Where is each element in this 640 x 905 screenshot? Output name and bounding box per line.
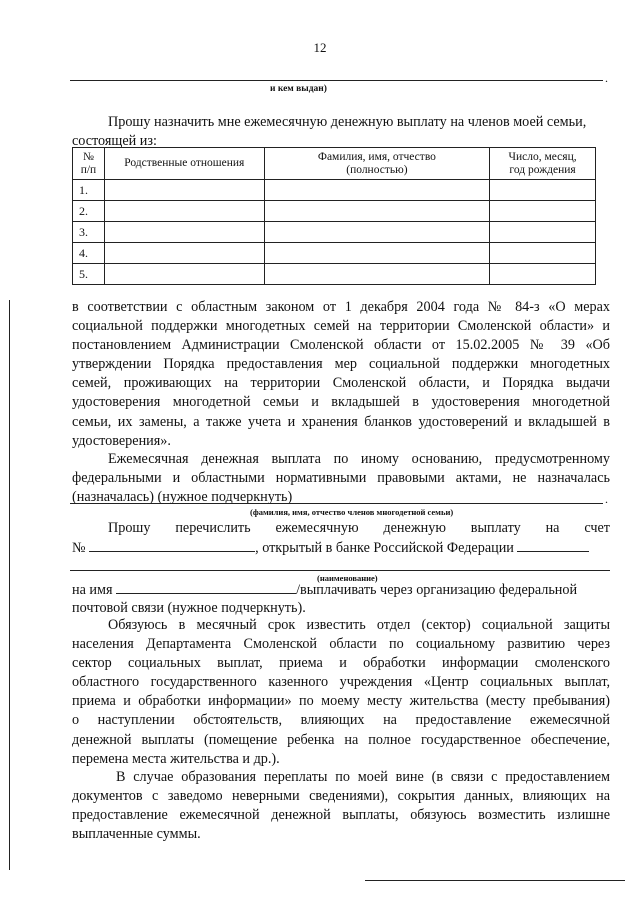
law-line: семей, проживающих на территории Смоленской области, и Порядка выдачи bbox=[72, 375, 610, 392]
table-row bbox=[73, 264, 596, 285]
bank-text: , открытый в банке Российской Федерации bbox=[255, 540, 514, 556]
birth-date-cell[interactable] bbox=[490, 201, 596, 222]
family-names-caption: (фамилия, имя, отчество членов многодетной семьи) bbox=[250, 507, 454, 517]
recipient-line bbox=[72, 580, 610, 600]
recipient-name-field[interactable] bbox=[116, 580, 296, 594]
account-line bbox=[72, 538, 610, 558]
law-line: утверждении Порядка предоставления мер социальной поддержки многодетных bbox=[72, 356, 610, 373]
line-end-dot: . bbox=[605, 492, 608, 506]
full-name-cell[interactable] bbox=[264, 180, 490, 201]
header-text: Фамилия, имя, отчество bbox=[317, 150, 436, 163]
table-row bbox=[73, 180, 596, 201]
relation-cell[interactable] bbox=[104, 243, 264, 264]
col-header-number bbox=[73, 148, 105, 180]
header-text: год рождения bbox=[509, 163, 576, 176]
full-name-cell[interactable] bbox=[264, 264, 490, 285]
obligation-line: перемена места жительства и др.). bbox=[72, 750, 280, 767]
issued-by-caption: и кем выдан) bbox=[270, 84, 327, 94]
other-basis-paragraph bbox=[72, 450, 610, 507]
table-row bbox=[73, 243, 596, 264]
relation-cell[interactable] bbox=[104, 180, 264, 201]
overpayment-line: документов с заведомо неверными сведениями), сокрытия данных, влияющих на bbox=[72, 788, 610, 805]
post-text: /выплачивать через организацию федеральной bbox=[296, 582, 578, 598]
law-line: удостоверения многодетной семьи и вкладышей в удостоверения многодетной bbox=[72, 394, 610, 411]
header-text: п/п bbox=[80, 163, 97, 176]
header-text: № bbox=[82, 150, 94, 163]
row-number: 5. bbox=[73, 264, 105, 285]
obligation-line: сектор социальных выплат, приема и обработки информации смоленского bbox=[72, 655, 610, 672]
row-number: 3. bbox=[73, 222, 105, 243]
obligation-line: о наступлении обстоятельств, влияющих на предоставление ежемесячной bbox=[72, 712, 610, 729]
family-members-table bbox=[72, 147, 596, 285]
col-header-birth-date bbox=[490, 148, 596, 180]
overpayment-line: выплаченные суммы. bbox=[72, 826, 201, 843]
law-reference-paragraph bbox=[72, 298, 610, 451]
birth-date-cell[interactable] bbox=[490, 222, 596, 243]
transfer-word: на bbox=[545, 520, 560, 536]
obligation-line: Обязуюсь в месячный срок известить отдел (сектор) социальной защиты bbox=[108, 617, 610, 633]
obligation-line: денежной выплаты (помещение ребенка на полное государственное обеспечение, bbox=[72, 731, 610, 748]
issued-by-line bbox=[70, 80, 603, 81]
line-end-dot: . bbox=[605, 71, 608, 85]
account-number-field[interactable] bbox=[89, 538, 255, 552]
table-header-row bbox=[73, 148, 596, 180]
request-intro-line: состоящей из: bbox=[72, 133, 157, 150]
birth-date-cell[interactable] bbox=[490, 264, 596, 285]
header-text: Число, месяц, bbox=[508, 150, 577, 163]
law-line: социальной поддержки многодетных семей на территории Смоленской области» и bbox=[72, 318, 610, 335]
col-header-relation: Родственные отношения bbox=[104, 148, 264, 180]
header-text: (полностью) bbox=[346, 163, 408, 176]
obligation-line: областного государственного казенного учреждения «Центр социальных выплат, bbox=[72, 674, 610, 691]
table-row bbox=[73, 222, 596, 243]
relation-cell[interactable] bbox=[104, 222, 264, 243]
bank-name-caption: (наименование) bbox=[317, 573, 378, 583]
table-row bbox=[73, 201, 596, 222]
row-number: 4. bbox=[73, 243, 105, 264]
other-basis-line: (назначалась) (нужное подчеркнуть) bbox=[72, 489, 293, 506]
overpayment-line: предоставление ежемесячной денежной выплаты, обязуюсь возместить излишне bbox=[72, 807, 610, 824]
request-intro-line: Прошу назначить мне ежемесячную денежную выплату на членов моей семьи, bbox=[108, 114, 587, 130]
post-line: почтовой связи (нужное подчеркнуть). bbox=[72, 600, 306, 616]
transfer-word: счет bbox=[584, 520, 610, 536]
transfer-word: Прошу bbox=[108, 520, 151, 536]
law-line: семьи, их замены, а также учета и хранения бланков удостоверений и вкладышей в bbox=[72, 413, 610, 430]
birth-date-cell[interactable] bbox=[490, 180, 596, 201]
number-sign: № bbox=[72, 540, 86, 556]
bank-name-field[interactable] bbox=[517, 538, 589, 552]
bank-name-line[interactable] bbox=[70, 570, 610, 571]
page-number: 12 bbox=[313, 40, 327, 55]
on-name-label: на имя bbox=[72, 582, 113, 598]
family-names-line[interactable] bbox=[70, 503, 603, 504]
law-line: удостоверения». bbox=[72, 432, 171, 449]
full-name-cell[interactable] bbox=[264, 201, 490, 222]
overpayment-line: В случае образования переплаты по моей вине (в связи с предоставлением bbox=[116, 769, 610, 785]
request-intro bbox=[72, 113, 610, 151]
overpayment-paragraph bbox=[72, 768, 610, 844]
row-number: 2. bbox=[73, 201, 105, 222]
birth-date-cell[interactable] bbox=[490, 243, 596, 264]
row-number: 1. bbox=[73, 180, 105, 201]
scan-bottom-line bbox=[365, 880, 625, 881]
transfer-word: ежемесячную bbox=[275, 520, 359, 536]
law-line: в соответствии с областным законом от 1 декабря 2004 года № 84-з «О мерах bbox=[72, 299, 610, 315]
law-line: постановлением Администрации Смоленской области от 15.02.2005 № 39 «Об bbox=[72, 337, 610, 354]
transfer-word: денежную bbox=[383, 520, 446, 536]
col-header-full-name bbox=[264, 148, 490, 180]
obligation-paragraph bbox=[72, 616, 610, 769]
relation-cell[interactable] bbox=[104, 201, 264, 222]
other-basis-line: Ежемесячная денежная выплата по иному основанию, предусмотренному bbox=[108, 451, 610, 467]
scan-left-edge-line bbox=[9, 300, 10, 870]
full-name-cell[interactable] bbox=[264, 222, 490, 243]
obligation-line: приема и обработки информации» по моему месту жительства (месту пребывания) bbox=[72, 693, 610, 710]
transfer-word: выплату bbox=[470, 520, 521, 536]
full-name-cell[interactable] bbox=[264, 243, 490, 264]
transfer-request-line bbox=[72, 519, 610, 538]
relation-cell[interactable] bbox=[104, 264, 264, 285]
other-basis-line: федеральными и областными нормативными правовыми актами, не назначалась bbox=[72, 470, 610, 487]
obligation-line: населения Департамента Смоленской области по социальному развитию через bbox=[72, 636, 610, 653]
transfer-word: перечислить bbox=[175, 520, 251, 536]
